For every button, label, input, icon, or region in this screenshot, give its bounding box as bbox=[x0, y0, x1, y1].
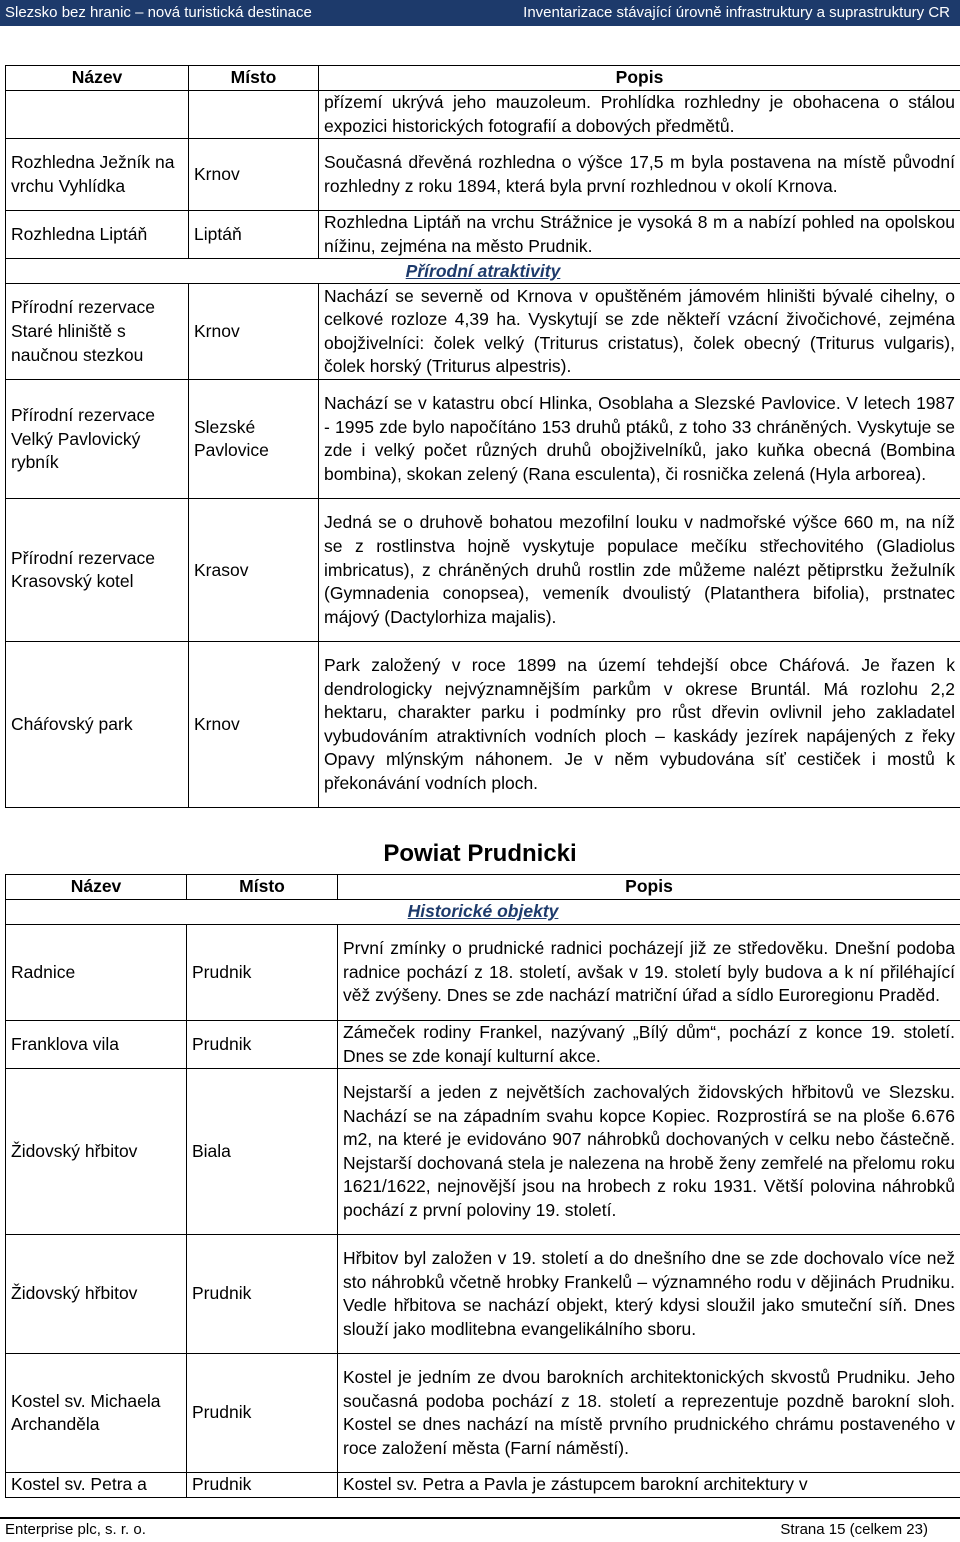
table-row bbox=[6, 1235, 960, 1354]
row-place: Biala bbox=[187, 1069, 338, 1235]
row-place bbox=[189, 91, 319, 139]
row-description: Nachází se v katastru obcí Hlinka, Osoblaha a Slezské Pavlovice. V letech 1987 - 1995 zde bylo napočítáno 153 druhů ptáků, z toho 33 chráněných. Vyskytuje se zde i velký počet různých druhů obojživelníků, jako kuňka obecná (Bombina bombina), skokan zelený (Rana esculenta), či rosnička zelená (Hyla arborea). bbox=[319, 380, 960, 499]
row-name: Kostel sv. Michaela Archanděla bbox=[6, 1354, 187, 1473]
row-place: Liptáň bbox=[189, 211, 319, 259]
row-description: Nachází se severně od Krnova v opuštěném jámovém hliništi bývalé cihelny, o celkové rozloze 4,39 ha. Vyskytují se zde někteří vzácní živočichové, zejména obojživelníci: čolek velký (Triturus cristatus), čolek obecný (Triturus vulgaris), čolek horský (Triturus alpestris). bbox=[319, 284, 960, 380]
attractions-table-prudnik bbox=[5, 874, 960, 1498]
footer-company: Enterprise plc, s. r. o. bbox=[5, 1519, 146, 1541]
table-row bbox=[6, 211, 960, 259]
row-name: Franklova vila bbox=[6, 1021, 187, 1069]
table-row bbox=[6, 1069, 960, 1235]
row-name: Kostel sv. Petra a bbox=[6, 1473, 187, 1498]
row-place: Krnov bbox=[189, 284, 319, 380]
attractions-table-krnov bbox=[5, 65, 960, 808]
section-title-text: Přírodní atraktivity bbox=[406, 261, 561, 281]
row-place: Krasov bbox=[189, 499, 319, 642]
section-title-historic bbox=[6, 900, 960, 925]
row-name: Přírodní rezervace Krasovský kotel bbox=[6, 499, 189, 642]
row-place: Prudnik bbox=[187, 1473, 338, 1498]
table-header-row bbox=[6, 875, 960, 900]
row-name bbox=[6, 91, 189, 139]
table-header-row bbox=[6, 66, 960, 91]
row-name: Židovský hřbitov bbox=[6, 1235, 187, 1354]
row-description: Nejstarší a jeden z největších zachovalých židovských hřbitovů ve Slezsku. Nachází se na západním svahu kopce Kopiec. Rozprostírá se na ploše 6.676 m2, na které je evidováno 907 náhrobků dochovaných v celku nebo částečně. Nejstarší dochovaná stela je nalezena na hrobě ženy zemřelé na přelomu roku 1621/1622, nejnovější jsou na hrobech z roku 1931. Větší polovina náhrobků pochází z první poloviny 19. století. bbox=[338, 1069, 960, 1235]
table-row bbox=[6, 139, 960, 211]
row-description: Kostel je jedním ze dvou barokních architektonických skvostů Prudniku. Jeho současná podoba pochází z 18. století a reprezentuje pozdně barokní sloh. Kostel se dnes nachází na místě prvního prudnického chrámu postaveného v roce založení města (Farní náměstí). bbox=[338, 1354, 960, 1473]
table-row bbox=[6, 91, 960, 139]
column-header-place: Místo bbox=[187, 875, 338, 900]
table-row bbox=[6, 925, 960, 1021]
row-place: Prudnik bbox=[187, 1354, 338, 1473]
row-name: Rozhledna Ježník na vrchu Vyhlídka bbox=[6, 139, 189, 211]
column-header-name: Název bbox=[6, 66, 189, 91]
table-row bbox=[6, 380, 960, 499]
section-row bbox=[6, 259, 960, 284]
table-row bbox=[6, 284, 960, 380]
table-row bbox=[6, 1473, 960, 1498]
row-description: Současná dřevěná rozhledna o výšce 17,5 m byla postavena na místě původní rozhledny z roku 1894, která byla první rozhlednou v okolí Krnova. bbox=[319, 139, 960, 211]
section-title-text: Historické objekty bbox=[408, 901, 559, 921]
row-place: Prudnik bbox=[187, 1021, 338, 1069]
column-header-name: Název bbox=[6, 875, 187, 900]
row-place: Krnov bbox=[189, 139, 319, 211]
row-description: Rozhledna Liptáň na vrchu Strážnice je vysoká 8 m a nabízí pohled na opolskou nížinu, zejména na město Prudnik. bbox=[319, 211, 960, 259]
row-name: Židovský hřbitov bbox=[6, 1069, 187, 1235]
section-row bbox=[6, 900, 960, 925]
row-place: Prudnik bbox=[187, 925, 338, 1021]
row-description: přízemí ukrývá jeho mauzoleum. Prohlídka rozhledny je obohacena o stálou expozici historických fotografií a dobových předmětů. bbox=[319, 91, 960, 139]
row-description: Park založený v roce 1899 na území tehdejší obce Cháŕová. Je řazen k dendrologicky nejvýznamnějším parkům v okrese Bruntál. Má rozlohu 2,2 hektaru, charakter parku i podmínky pro růst dřevin ovlivnil jeho zakladatel vybudováním atraktivních vodních ploch – kaskády jezírek napájených z řeky Opavy mlýnským náhonem. Je v něm vybudována síť cestiček i mostů k překonávání vodních ploch. bbox=[319, 642, 960, 808]
row-place: Slezské Pavlovice bbox=[189, 380, 319, 499]
section-title-natural bbox=[6, 259, 960, 284]
table-row bbox=[6, 1021, 960, 1069]
column-header-description: Popis bbox=[319, 66, 960, 91]
row-name: Cháŕovský park bbox=[6, 642, 189, 808]
table-row bbox=[6, 642, 960, 808]
row-place: Krnov bbox=[189, 642, 319, 808]
row-description: Zámeček rodiny Frankel, nazývaný „Bílý dům“, pochází z konce 19. století. Dnes se zde konají kulturní akce. bbox=[338, 1021, 960, 1069]
page-footer bbox=[0, 1517, 960, 1542]
row-description: Jedná se o druhově bohatou mezofilní louku v nadmořské výšce 660 m, na níž se z rostlinstva hojně vyskytuje populace mečíku střechovitého (Gladiolus imbricatus), z chráněných druhů rostlin zde můžeme nalézt pětiprstku žežulník (Gymnadenia conopsea), vemeník dvoulistý (Platanthera bifolia), prstnatec májový (Dactylorhiza majalis). bbox=[319, 499, 960, 642]
header-right-title: Inventarizace stávající úrovně infrastruktury a suprastruktury CR bbox=[523, 0, 950, 26]
page-header bbox=[0, 0, 960, 26]
row-name: Rozhledna Liptáň bbox=[6, 211, 189, 259]
section-heading-powiat: Powiat Prudnicki bbox=[0, 838, 960, 870]
row-name: Radnice bbox=[6, 925, 187, 1021]
table-row bbox=[6, 499, 960, 642]
column-header-description: Popis bbox=[338, 875, 960, 900]
row-place: Prudnik bbox=[187, 1235, 338, 1354]
row-name: Přírodní rezervace Velký Pavlovický rybník bbox=[6, 380, 189, 499]
row-description: Hřbitov byl založen v 19. století a do dnešního dne se zde dochovalo více než sto náhrobků včetně hrobky Frankelů – významného rodu v dějinách Prudniku. Vedle hřbitova se nachází objekt, který kdysi sloužil jako smuteční síň. Dnes slouží jako modlitebna evangelikálního sboru. bbox=[338, 1235, 960, 1354]
row-name: Přírodní rezervace Staré hliniště s naučnou stezkou bbox=[6, 284, 189, 380]
header-left-title: Slezsko bez hranic – nová turistická destinace bbox=[5, 0, 312, 26]
column-header-place: Místo bbox=[189, 66, 319, 91]
row-description: Kostel sv. Petra a Pavla je zástupcem barokní architektury v bbox=[338, 1473, 960, 1498]
row-description: První zmínky o prudnické radnici pocházejí již ze středověku. Dnešní podoba radnice pochází z 18. století, avšak v 19. století byly budova a k ní přiléhající věž zvýšeny. Dnes se zde nachází matriční úřad a sídlo Euroregionu Praděd. bbox=[338, 925, 960, 1021]
table-row bbox=[6, 1354, 960, 1473]
footer-page-number: Strana 15 (celkem 23) bbox=[780, 1519, 928, 1541]
